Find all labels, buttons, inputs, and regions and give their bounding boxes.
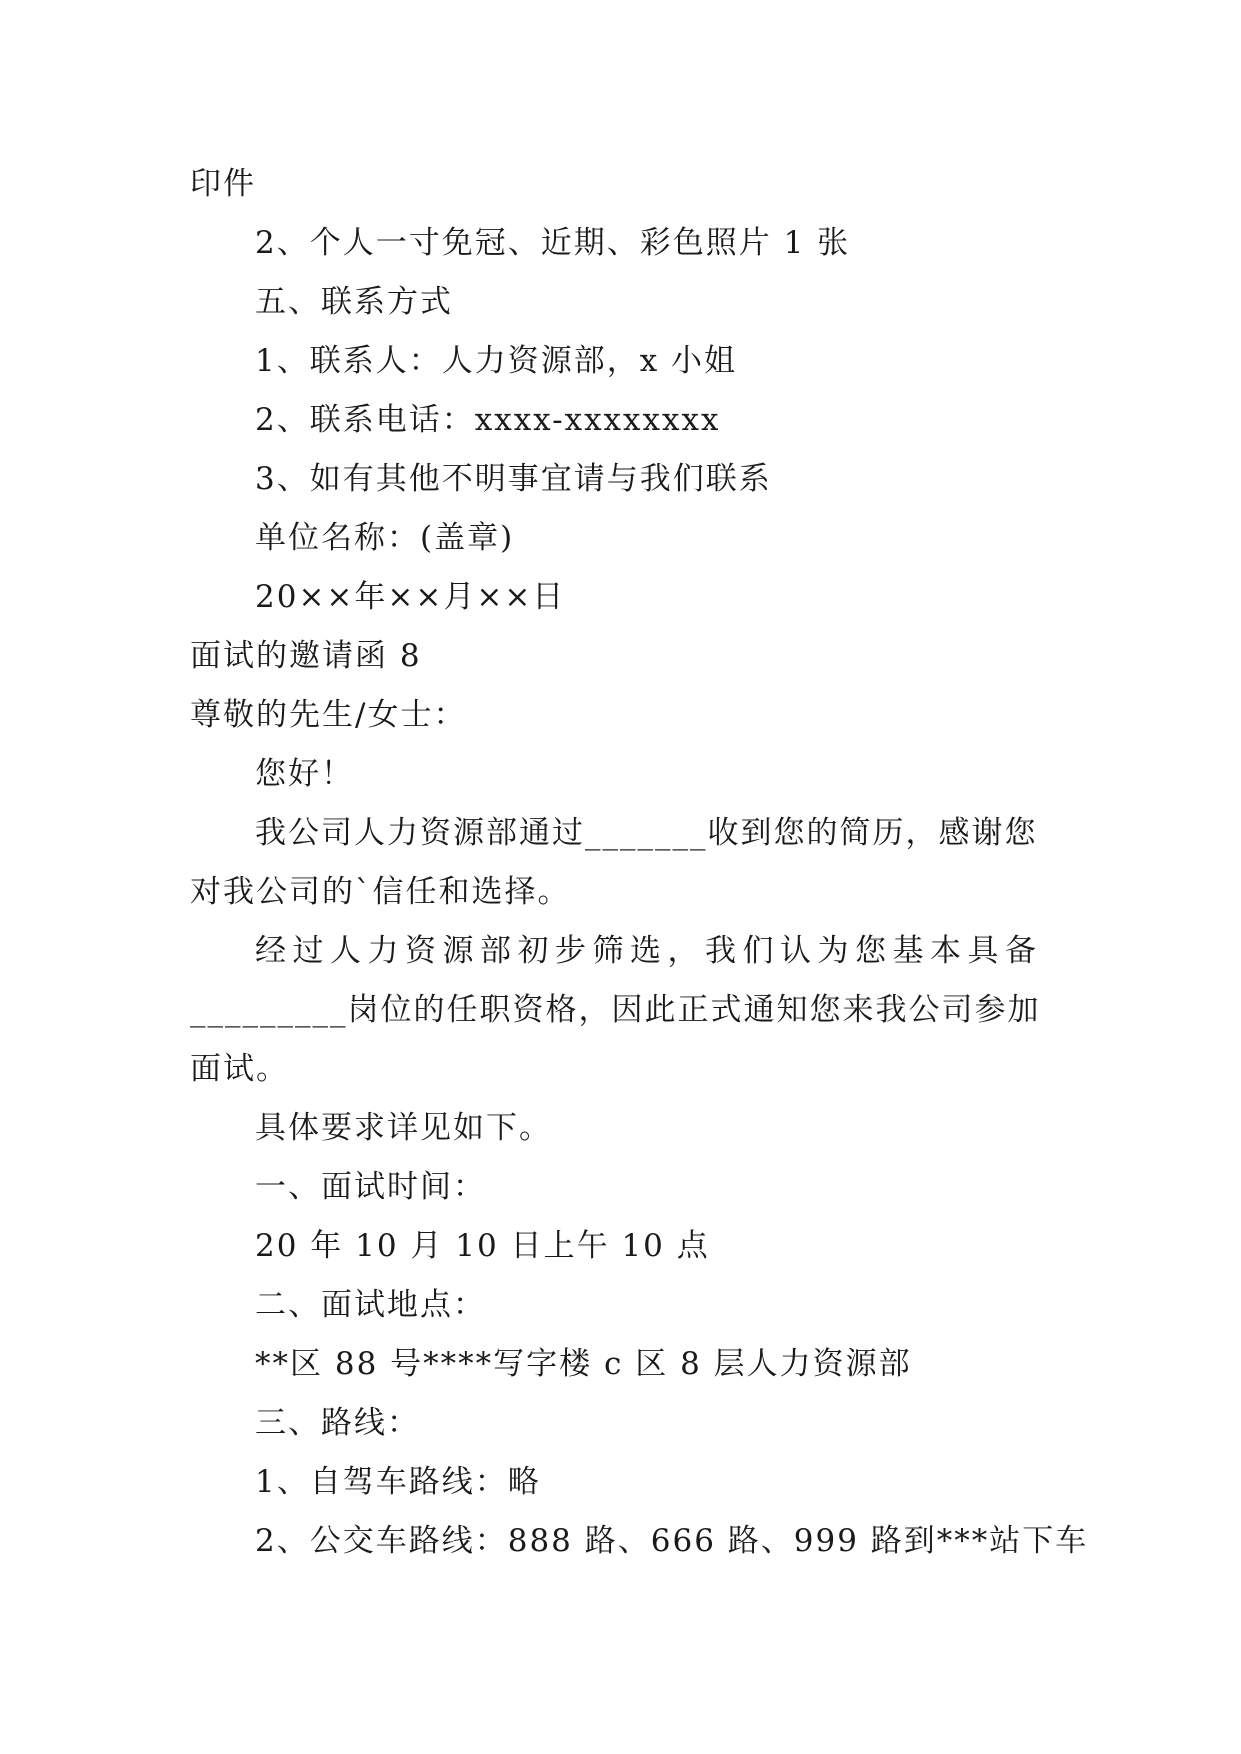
- section-heading: 三、路线：: [255, 1405, 420, 1441]
- section-heading: 一、面试时间：: [255, 1169, 486, 1205]
- text-line: 具体要求详见如下。: [255, 1110, 552, 1146]
- paragraph-line: 面试。: [190, 1051, 289, 1087]
- text-line: 2、联系电话：xxxx-xxxxxxxx: [255, 402, 721, 438]
- paragraph-line: 经过人力资源部初步筛选，我们认为您基本具备: [255, 933, 1043, 969]
- salutation: 尊敬的先生/女士：: [190, 697, 467, 733]
- text-line: 3、如有其他不明事宜请与我们联系: [255, 461, 772, 497]
- paragraph-line: 我公司人力资源部通过_______收到您的简历，感谢您: [255, 815, 1038, 851]
- text-line: 2、个人一寸免冠、近期、彩色照片 1 张: [255, 225, 851, 261]
- text-line: 20 年 10 月 10 日上午 10 点: [255, 1228, 710, 1264]
- text-line: **区 88 号****写字楼 c 区 8 层人力资源部: [255, 1346, 912, 1382]
- section-heading: 五、联系方式: [255, 284, 453, 320]
- paragraph-line: 对我公司的`信任和选择。: [190, 874, 571, 910]
- text-line: 1、自驾车路线：略: [255, 1464, 541, 1500]
- text-line: 单位名称：(盖章): [255, 520, 515, 556]
- text-line: 印件: [190, 166, 256, 202]
- greeting: 您好！: [255, 756, 354, 792]
- date-line: 20××年××月××日: [255, 579, 566, 615]
- section-heading: 二、面试地点：: [255, 1287, 486, 1323]
- letter-title: 面试的邀请函 8: [190, 638, 422, 674]
- paragraph-line: _________岗位的任职资格，因此正式通知您来我公司参加: [190, 992, 1041, 1028]
- text-line: 2、公交车路线：888 路、666 路、999 路到***站下车: [255, 1523, 1089, 1559]
- text-line: 1、联系人：人力资源部，x 小姐: [255, 343, 738, 379]
